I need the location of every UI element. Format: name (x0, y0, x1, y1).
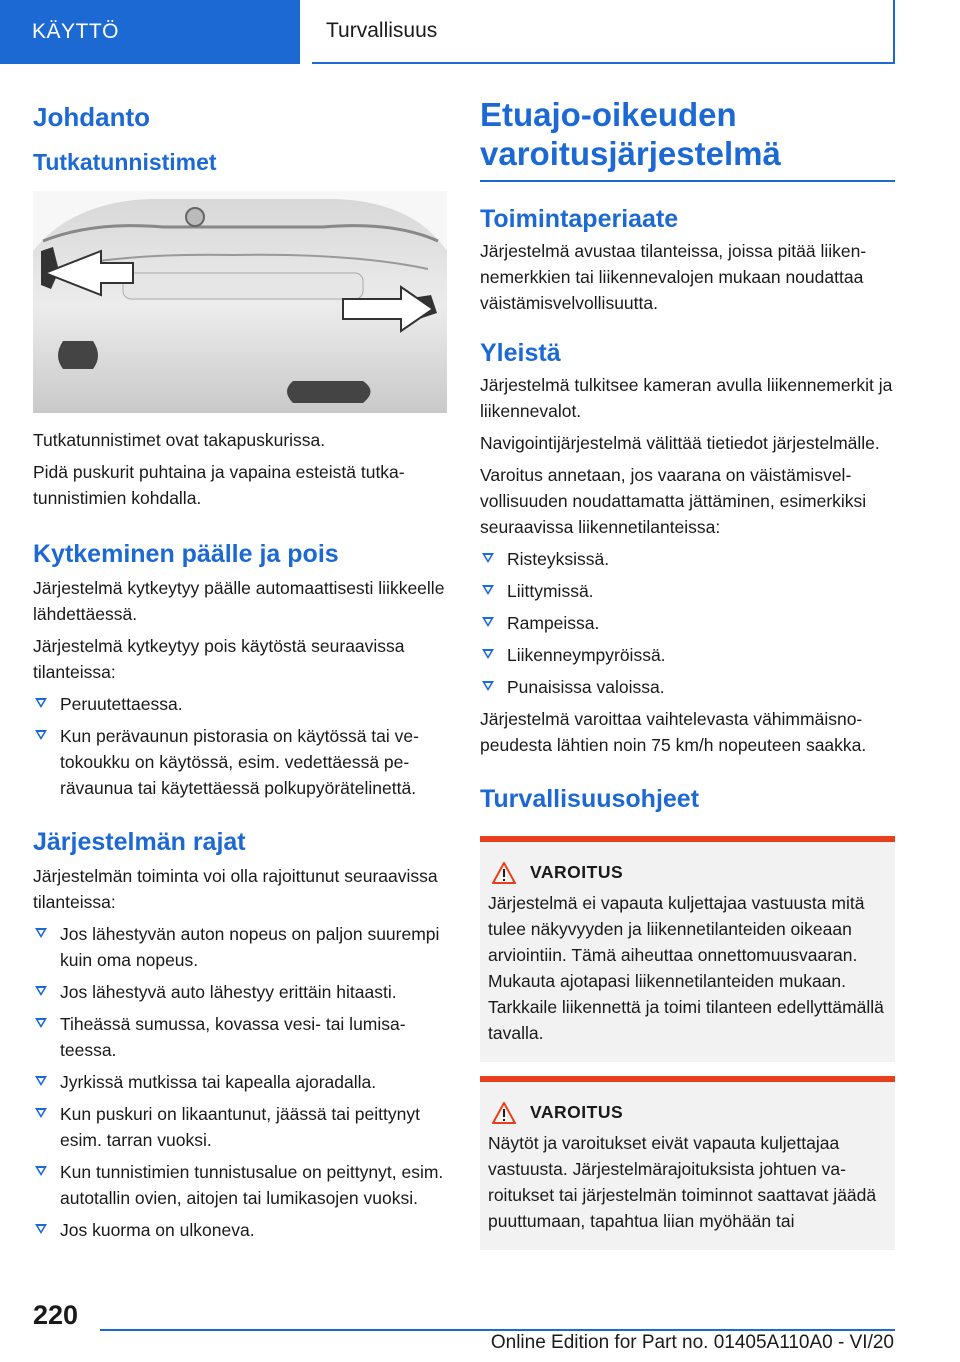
onoff-list (33, 691, 447, 801)
bullet-triangle-icon (482, 649, 494, 659)
general-text-1: Järjestelmä tulkitsee kameran avulla liikennemerkit ja liikennevalot. (480, 374, 893, 421)
list-item (480, 610, 895, 636)
list-item (33, 691, 447, 717)
limits-list (33, 921, 447, 1243)
sensors-text-2: Pidä puskurit puhtaina ja vapaina esteistä tutkatunnistimien kohdalla. (33, 461, 405, 508)
list-item (33, 921, 447, 973)
section-label: KÄYTTÖ (32, 20, 120, 43)
list-item (33, 1101, 447, 1153)
list-item-text: Jos lähestyvä auto lähestyy erittäin hitaasti. (60, 981, 397, 1002)
warning-title-row (488, 862, 887, 884)
car-rear-image (33, 191, 447, 413)
warning-box-2 (480, 1076, 895, 1250)
list-item-text: Kun perävaunun pistorasia on käytössä tai vetokoukku on käytössä, esim. vedettäessä perävaunua tai käytettäessä polkupyörätelinettä. (60, 725, 419, 798)
bullet-triangle-icon (482, 617, 494, 627)
list-item-text: Kun puskuri on likaantunut, jäässä tai peittynyt esim. tarran vuoksi. (60, 1103, 420, 1150)
bullet-triangle-icon (35, 1108, 47, 1118)
list-item-text: Peruutettaessa. (60, 693, 183, 714)
bullet-triangle-icon (35, 698, 47, 708)
principle-text: Järjestelmä avustaa tilanteissa, joissa pitää liikennemerkkien tai liikennevalojen mukaan noudattaa väistämisvelvollisuutta. (480, 240, 867, 313)
chapter-label: Turvallisuus (326, 19, 438, 42)
warning-title-row (488, 1102, 887, 1124)
footer-rule (100, 1329, 895, 1331)
list-item (480, 674, 895, 700)
list-item-text: Jyrkissä mutkissa tai kapealla ajoradalla. (60, 1071, 377, 1092)
warning-triangle-icon (492, 1102, 516, 1124)
list-item-text: Risteyksissä. (507, 548, 610, 569)
warning-text-2: Näytöt ja varoitukset eivät vapauta kuljettajaa vastuusta. Järjestelmärajoituksista johtuen varoitukset tai järjestelmän toiminnot saattavat jäädä puuttumaan, tapahtua liian myöhään tai (488, 1132, 877, 1231)
intro-heading: Johdanto (33, 102, 150, 132)
list-item-text: Punaisissa valoissa. (507, 676, 665, 697)
page-title: Etuajo-oikeuden varoitusjärjestelmä (480, 96, 781, 172)
bullet-triangle-icon (35, 1076, 47, 1086)
safety-heading: Turvallisuusohjeet (480, 784, 700, 813)
left-column (33, 96, 447, 1243)
list-item-text: Liikenneympyröissä. (507, 644, 666, 665)
general-text-4: Järjestelmä varoittaa vaihtelevasta vähimmäisnopeudesta lähtien noin 75 km/h nopeuteen saakka. (480, 708, 867, 755)
warning-text-1: Järjestelmä ei vapauta kuljettajaa vastuusta mitä tulee näkyvyyden ja liikennetilanteiden oikeaan arviointiin. Tämä aiheuttaa onnettomuusvaaran. Mukauta ajotapasi liikennetilanteiden mukaan. Tarkkaile liikennettä ja toimi tilanteen edellyttämällä tavalla. (488, 892, 884, 1043)
list-item (33, 1011, 447, 1063)
sensors-heading: Tutkatunnistimet (33, 149, 217, 176)
title-block (480, 96, 895, 182)
rear-bumper-illustration (33, 191, 447, 413)
warning-triangle-icon (492, 862, 516, 884)
general-text-2: Navigointijärjestelmä välittää tietiedot järjestelmälle. (480, 432, 880, 453)
sensors-text-1: Tutkatunnistimet ovat takapuskurissa. (33, 429, 326, 450)
list-item-text: Kun tunnistimien tunnistusalue on peittynyt, esim. autotallin ovien, aitojen tai lumikasojen vuoksi. (60, 1161, 444, 1208)
bullet-triangle-icon (482, 681, 494, 691)
list-item (480, 546, 895, 572)
limits-heading: Järjestelmän rajat (33, 827, 246, 856)
bullet-triangle-icon (35, 730, 47, 740)
list-item (33, 1069, 447, 1095)
warning-title: VAROITUS (530, 862, 624, 883)
onoff-heading: Kytkeminen päälle ja pois (33, 539, 339, 568)
onoff-text-1: Järjestelmä kytkeytyy päälle automaattisesti liikkeelle lähdettäessä. (33, 577, 445, 624)
list-item-text: Jos kuorma on ulkoneva. (60, 1219, 255, 1240)
list-item (33, 723, 447, 801)
list-item (33, 1217, 447, 1243)
principle-heading: Toimintaperiaate (480, 204, 679, 233)
general-list (480, 546, 895, 700)
right-column (480, 96, 895, 1250)
bullet-triangle-icon (35, 1018, 47, 1028)
bullet-triangle-icon (35, 986, 47, 996)
chapter-header (312, 0, 895, 64)
general-text-3: Varoitus annetaan, jos vaarana on väistämisvelvollisuuden noudattamatta jättäminen, esimerkiksi seuraavissa liikennetilanteissa: (480, 464, 867, 537)
warning-box-1 (480, 836, 895, 1062)
list-item (480, 642, 895, 668)
general-heading: Yleistä (480, 338, 561, 367)
edition-note: Online Edition for Part no. 01405A110A0 - VI/20 (490, 1332, 894, 1353)
list-item-text: Liittymissä. (507, 580, 594, 601)
warning-title: VAROITUS (530, 1102, 624, 1123)
onoff-text-2: Järjestelmä kytkeytyy pois käytöstä seuraavissa tilanteissa: (33, 635, 405, 682)
list-item (33, 1159, 447, 1211)
list-item-text: Tiheässä sumussa, kovassa vesi- tai lumisateessa. (60, 1013, 406, 1060)
bullet-triangle-icon (35, 928, 47, 938)
bullet-triangle-icon (482, 553, 494, 563)
page-number: 220 (33, 1300, 79, 1330)
section-tab (0, 0, 300, 64)
limits-text: Järjestelmän toiminta voi olla rajoittunut seuraavissa tilanteissa: (33, 865, 438, 912)
list-item (33, 979, 447, 1005)
bullet-triangle-icon (35, 1224, 47, 1234)
bullet-triangle-icon (482, 585, 494, 595)
list-item-text: Jos lähestyvän auton nopeus on paljon suurempi kuin oma nopeus. (60, 923, 440, 970)
list-item-text: Rampeissa. (507, 612, 600, 633)
bullet-triangle-icon (35, 1166, 47, 1176)
list-item (480, 578, 895, 604)
